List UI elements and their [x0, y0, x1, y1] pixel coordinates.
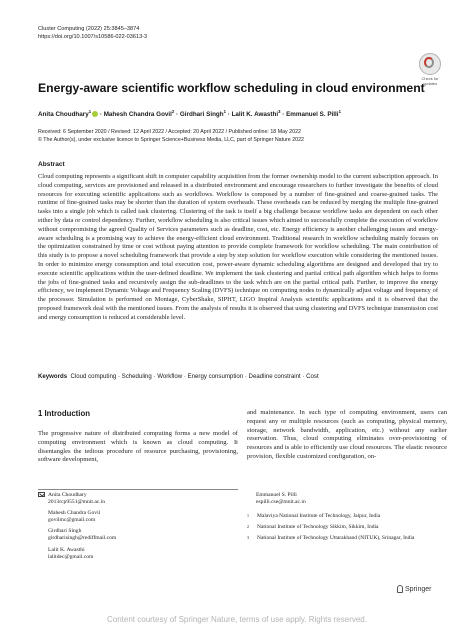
contact-entry [38, 492, 116, 506]
contact-email[interactable]: girdharisingh@rediffmail.com [48, 535, 117, 542]
journal-citation: Cluster Computing (2022) 25:3845–3874 [38, 26, 140, 32]
author-contacts [38, 492, 116, 565]
orcid-icon[interactable] [92, 111, 98, 117]
contact-entry [38, 547, 116, 561]
contact-name: Mahesh Chandra Govil [48, 510, 101, 517]
article-title: Energy-aware scientific workflow scheduling in cloud environment [38, 81, 425, 95]
affiliations [247, 513, 447, 546]
journal-header [38, 25, 147, 41]
affiliation-text: Malaviya National Institute of Technology, Jaipur, India [257, 513, 381, 519]
mail-icon [38, 492, 45, 497]
author-list: Anita Choudhary$^1$ · Mahesh Chandra Govil$^2$ · Girdhari Singh$^1$ · Lalit K. Awasthi$^3$ · Emmanuel S. Pilli$^1$ [38, 109, 341, 119]
abstract-text: Cloud computing represents a significant shift in computer capability acquisition from the former ownership model to the current subscription approach. In cloud computing, services are provisioned and released in a distributed environment and encourage researchers to further investigate the benefits of cloud resources for executing scientific applications such as workflows. Workflow is composed by a number of fine-grained and coarse-grained tasks. The runtime of fine-grained tasks may be shorter than the duration of system overheads. These overheads can be reduced by merging the multiple fine-grained tasks into a single job which is called task clustering. Clustering of the task is itself a big challenge because workflow tasks are dependent on each other either by data or control dependency. Further, workflow scheduling is also critical issues which aimed to successfully complete the execution of workflow without compromising the agreed Quality of Services parameters such as deadline, cost, etc. Energy efficiency is another challenging issues and energy-aware scheduling is a promising way to achieve the energy-efficient cloud environment. Traditional research in workflow scheduling mainly focuses on the optimization constrained by time or cost without paying attention to provide complete framework for workflow scheduling. The main contribution of this study is to propose a novel scheduling framework that provide a step by step solution for workflow execution while considering the mentioned issues. In order to minimize energy consumption and total execution cost, power-aware dynamic scheduling algorithms are designed and developed that try to execute scientific applications within the user-defined deadline. We implement the task clustering and partial critical path algorithm which helps to forms the jobs of fine-grained tasks and recursively assign the sub-deadlines to the task which are on the partial critical path. Further, to improve the energy efficiency, we implement Dynamic Voltage and Frequency Scaling (DVFS) technique on computing nodes to dynamically adjust voltage and frequency of the processor. Simulation is performed on Montage, CyberShake, SIPHT, LIGO Inspiral Analysis scientific applications and it is observed that the proposed framework deal with the mentioned issues. From the analysis of results it is observed that using clustering and DVFS technique transmission cost and energy consumption is reduced at considerable level. [38, 173, 438, 321]
springer-horse-icon [397, 585, 403, 593]
keywords-label: Keywords [38, 373, 68, 380]
contact-email[interactable]: govilmc@gmail.com [48, 517, 96, 524]
publication-dates [38, 129, 304, 144]
contact-name: Girdhari Singh [48, 528, 82, 535]
keywords-list: Cloud computing · Scheduling · Workflow · Energy consumption · Deadline constraint · Cost [70, 373, 319, 380]
affiliation-number: 2 [247, 524, 249, 529]
doi-link[interactable]: https://doi.org/10.1007/s10586-022-03613-3 [38, 34, 148, 40]
author-name[interactable]: Mahesh Chandra Govil [103, 111, 172, 119]
check-updates-line1: Check for [421, 76, 439, 81]
author-name[interactable]: Lalit K. Awasthi [231, 111, 279, 119]
publisher-name: Springer [405, 585, 432, 593]
intro-left-column: The progressive nature of distributed computing forms a new model of computing environment which is known as cloud computing. It disentangles the tedious procedure of resource purchasing, provisioning, software development, [38, 430, 238, 464]
contact-name: Anita Choudhary [48, 492, 87, 498]
contact-email[interactable]: lalitdec@gmail.com [48, 553, 94, 560]
keywords-line [38, 373, 319, 380]
contact-entry [38, 528, 116, 542]
contact-name: Lalit K. Awasthi [48, 546, 85, 553]
affiliation-item [247, 535, 447, 542]
courtesy-footer: Content courtesy of Springer Nature, terms of use apply. Rights reserved. [107, 615, 367, 624]
affiliation-text: National Institute of Technology Sikkim, Sikkim, India [257, 524, 379, 530]
author-affil-sup: 1 [223, 109, 226, 114]
abstract-heading: Abstract [38, 161, 65, 168]
affiliation-number: 3 [247, 535, 249, 540]
section-heading-introduction: 1 Introduction [38, 409, 90, 418]
affiliation-number: 1 [247, 513, 249, 518]
copyright-line: © The Author(s), under exclusive licence to Springer Science+Business Media, LLC, part of Springer Nature 2022 [38, 136, 304, 143]
author-affil-sup: 2 [171, 109, 175, 114]
intro-right-column: and maintenance. In such type of computing environment, users can request any or multiple resources (such as computing, physical memory, storage, network bandwidth, application, etc.) without any earlier reservation. Thus, cloud computing eliminates over-provisioning of resources and is able to efficiently use cloud resources. The elastic resource provision, flexible customized configuration, on- [247, 409, 447, 460]
publisher-logo [397, 585, 431, 593]
check-updates-line2: updates [422, 81, 438, 86]
contact-name: Emmanuel S. Pilli [256, 492, 297, 498]
author-name[interactable]: Emmanuel S. Pilli [286, 111, 339, 119]
author-affil-sup: 3 [278, 109, 281, 114]
affiliation-item [247, 513, 447, 520]
contact-email[interactable]: 2013rcp9551@mnit.ac.in [48, 499, 106, 506]
contact-entry [38, 510, 116, 524]
author-name[interactable]: Girdhari Singh [179, 111, 224, 119]
affiliation-text: National Institute of Technology Uttarakhand (NITUK), Srinagar, India [257, 535, 415, 541]
contact-email[interactable]: espilli.cse@mnit.ac.in [256, 499, 306, 506]
history-dates: Received: 6 September 2020 / Revised: 12 April 2022 / Accepted: 20 April 2022 / Published online: 18 May 2022 [38, 129, 301, 135]
author-name[interactable]: Anita Choudhary [38, 111, 89, 119]
affiliation-item [247, 524, 447, 531]
author-affil-sup: 1 [338, 109, 341, 114]
contact-entry-right [256, 492, 306, 506]
author-affil-sup: 1 [88, 109, 92, 114]
footnote-divider [38, 489, 238, 490]
check-updates-icon [419, 53, 441, 75]
